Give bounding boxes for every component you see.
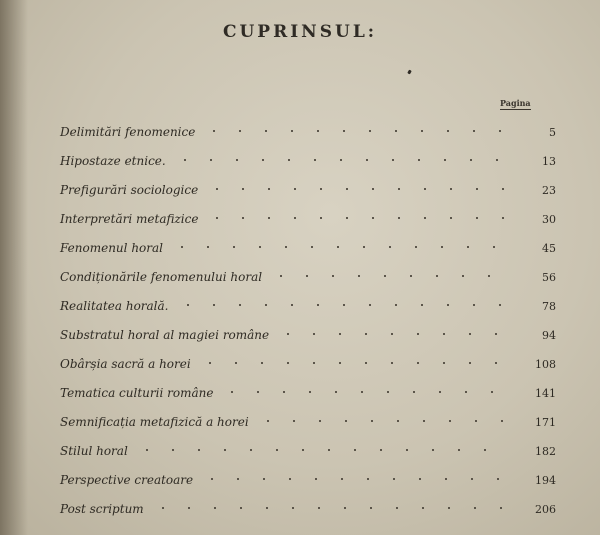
toc-entry bbox=[60, 139, 560, 168]
toc-entry-page: 108 bbox=[535, 358, 556, 371]
toc-entry-title: Prefigurări sociologice bbox=[60, 183, 199, 197]
toc-entry-page: 30 bbox=[542, 213, 556, 226]
toc-entry bbox=[60, 168, 560, 197]
dot-leader bbox=[175, 300, 509, 310]
toc-entry-title: Obârșia sacră a horei bbox=[60, 357, 191, 371]
dot-leader bbox=[172, 155, 508, 165]
toc-entry-title: Semnificația metafizică a horei bbox=[60, 415, 249, 429]
dot-leader bbox=[169, 242, 508, 252]
ink-speck bbox=[407, 70, 412, 75]
toc-entry-page: 182 bbox=[535, 445, 556, 458]
toc-entry-title: Substratul horal al magiei române bbox=[60, 328, 270, 342]
toc-entry-page: 94 bbox=[542, 329, 556, 342]
toc-entry-page: 78 bbox=[542, 300, 556, 313]
toc-entry-title: Tematica culturii române bbox=[60, 386, 214, 400]
toc-entry-title: Condiționările fenomenului horal bbox=[60, 270, 263, 284]
toc-entry-title: Post scriptum bbox=[60, 502, 144, 516]
toc-entry-page: 13 bbox=[542, 155, 556, 168]
page-column-header: Pagina bbox=[500, 98, 531, 108]
dot-leader bbox=[199, 474, 508, 484]
toc-entry-page: 206 bbox=[535, 503, 556, 516]
toc-entry bbox=[60, 284, 560, 313]
dot-leader bbox=[255, 416, 508, 426]
dot-leader bbox=[275, 329, 508, 339]
toc-entry-title: Stilul horal bbox=[60, 444, 128, 458]
toc-entry-title: Fenomenul horal bbox=[60, 241, 163, 255]
toc-entry bbox=[60, 342, 560, 371]
toc-entry-page: 23 bbox=[542, 184, 556, 197]
toc-entry bbox=[60, 458, 560, 487]
toc-entry bbox=[60, 197, 560, 226]
toc-entry-page: 56 bbox=[542, 271, 556, 284]
dot-leader bbox=[204, 213, 508, 223]
dot-leader bbox=[204, 184, 508, 194]
dot-leader bbox=[150, 503, 508, 513]
table-of-contents bbox=[60, 110, 560, 516]
page-title: CUPRINSUL: bbox=[222, 22, 378, 42]
toc-entry-page: 171 bbox=[535, 416, 556, 429]
toc-entry-page: 5 bbox=[549, 126, 556, 139]
toc-entry bbox=[60, 313, 560, 342]
toc-entry bbox=[60, 429, 560, 458]
toc-entry-title: Realitatea horală. bbox=[60, 299, 169, 313]
toc-entry bbox=[60, 371, 560, 400]
toc-entry bbox=[60, 400, 560, 429]
toc-entry-title: Hipostaze etnice. bbox=[60, 154, 166, 168]
toc-entry-page: 141 bbox=[535, 387, 556, 400]
toc-entry-page: 45 bbox=[542, 242, 556, 255]
toc-entry bbox=[60, 255, 560, 284]
toc-entry-title: Delimitări fenomenice bbox=[60, 125, 196, 139]
dot-leader bbox=[268, 271, 508, 281]
dot-leader bbox=[134, 445, 508, 455]
toc-entry bbox=[60, 487, 560, 516]
toc-entry-title: Perspective creatoare bbox=[60, 473, 194, 487]
dot-leader bbox=[219, 387, 508, 397]
toc-entry-page: 194 bbox=[535, 474, 556, 487]
toc-entry bbox=[60, 110, 560, 139]
dot-leader bbox=[201, 126, 508, 136]
toc-entry-title: Interpretări metafizice bbox=[60, 212, 199, 226]
toc-entry bbox=[60, 226, 560, 255]
dot-leader bbox=[197, 358, 508, 368]
